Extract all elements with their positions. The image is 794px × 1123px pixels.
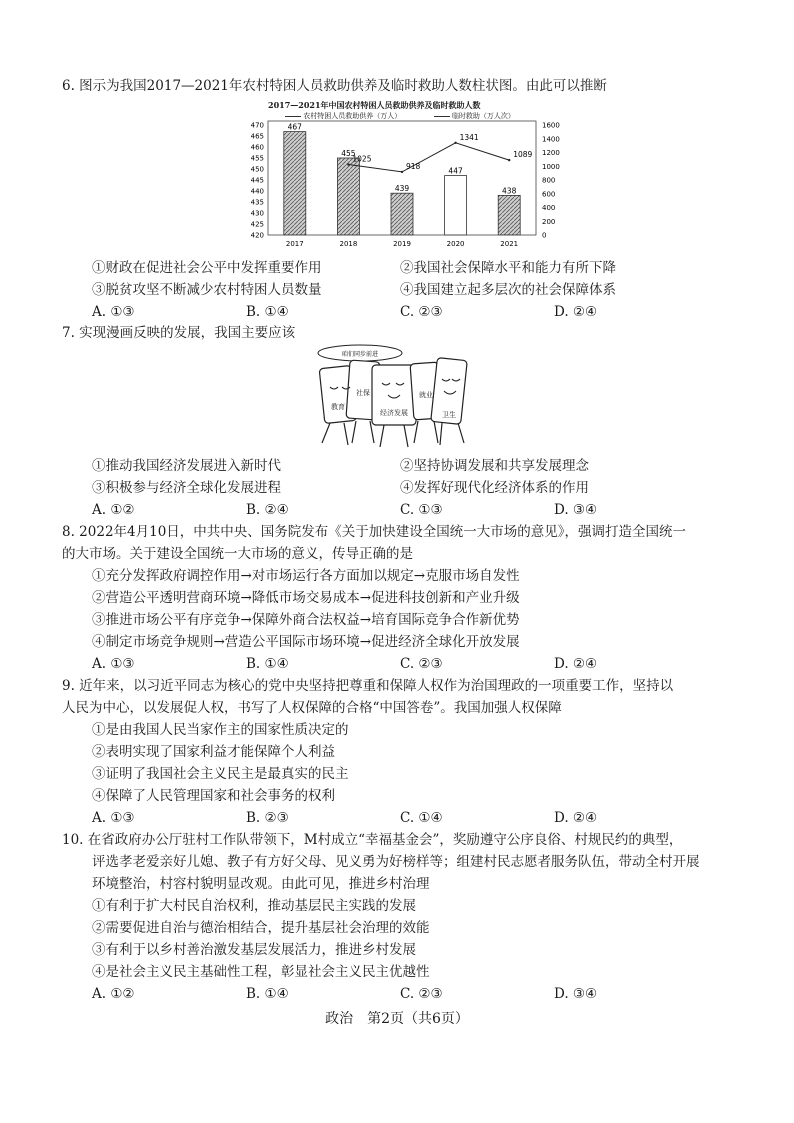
bar-2019	[391, 193, 413, 235]
q8-option-a[interactable]: A. ①③	[92, 656, 135, 672]
q8-statement-2: ②营造公平透明营商环境→降低市场交易成本→促进科技创新和产业升级	[92, 590, 520, 606]
q8-statement-3: ③推进市场公平有序竞争→保障外商合法权益→培育国际竞争合作新优势	[92, 612, 520, 628]
line-value-label: 1025	[352, 154, 372, 164]
right-tick-label: 1200	[542, 149, 560, 157]
line-point	[401, 171, 403, 173]
right-tick-label: 0	[542, 231, 547, 240]
right-tick-label: 600	[542, 190, 556, 199]
cartoon-label-education: 教育	[331, 403, 345, 411]
line-value-label: 1089	[513, 150, 533, 160]
q9-stem-line-2: 人民为中心，以发展促人权，书写了人权保障的合格“中国答卷”。我国加强人权保障	[62, 700, 562, 716]
cartoon-label-economy: 经济发展	[380, 409, 408, 417]
x-axis	[286, 240, 518, 248]
page-footer: 政治 第2页（共6页）	[325, 1011, 469, 1027]
bar-2021	[498, 195, 520, 235]
left-tick-label: 470	[250, 121, 264, 130]
q9-statement-3: ③证明了我国社会主义民主是最真实的民主	[92, 766, 349, 782]
q10-stem-line-1: 10. 在省政府办公厅驻村工作队带领下，M村成立“幸福基金会”，奖励遵守公序良俗、村规民约的典型，	[62, 832, 683, 848]
chart-title: 2017—2021年中国农村特困人员救助供养及临时救助人数	[268, 100, 481, 110]
q6-option-d[interactable]: D. ②④	[554, 304, 598, 320]
bar-2020	[445, 176, 467, 235]
q8-stem-line-1: 8. 2022年4月10日，中共中央、国务院发布《关于加快建设全国统一大市场的意见》，强调打造全国统一	[62, 524, 687, 540]
q6-statement-4: ④我国建立起多层次的社会保障体系	[400, 282, 616, 298]
q10-statement-2: ②需要促进自治与德治相结合，提升基层社会治理的效能	[92, 920, 430, 936]
q6-option-a[interactable]: A. ①③	[92, 304, 135, 320]
q9-option-b[interactable]: B. ②③	[246, 810, 289, 826]
left-tick-label: 425	[250, 220, 264, 229]
q7-statement-1: ①推动我国经济发展进入新时代	[92, 458, 281, 474]
bar-2017	[284, 132, 306, 235]
bar-value-label: 438	[502, 186, 517, 196]
left-tick-label: 450	[250, 165, 264, 174]
bar-series	[284, 123, 520, 235]
q7-statement-3: ③积极参与经济全球化发展进程	[92, 480, 281, 496]
q6-option-b[interactable]: B. ①④	[246, 304, 289, 320]
q10-statement-1: ①有利于扩大村民自治权利，推动基层民主实践的发展	[92, 898, 416, 914]
right-tick-label: 1400	[542, 135, 560, 144]
q7-stem: 7. 实现漫画反映的发展，我国主要应该	[62, 325, 296, 341]
bar-value-label: 439	[394, 184, 410, 194]
left-tick-label: 435	[250, 198, 264, 207]
cartoon-label-employment: 就业	[419, 391, 433, 399]
left-tick-label: 465	[250, 132, 264, 141]
q6-statement-1: ①财政在促进社会公平中发挥重要作用	[92, 260, 322, 276]
q8-option-c[interactable]: C. ②③	[400, 656, 443, 672]
right-tick-label: 800	[542, 176, 556, 185]
q10-statement-3: ③有利于以乡村善治激发基层发展活力，推进乡村发展	[92, 942, 416, 958]
right-tick-label: 1600	[542, 121, 560, 130]
q9-statement-1: ①是由我国人民当家作主的国家性质决定的	[92, 722, 349, 738]
q10-option-a[interactable]: A. ①②	[92, 986, 135, 1002]
q10-option-d[interactable]: D. ③④	[554, 986, 598, 1002]
q8-stem-line-2: 的大市场。关于建设全国统一大市场的意义，传导正确的是	[62, 546, 413, 562]
line-value-label: 1341	[459, 132, 479, 142]
q10-stem-line-3: 环境整治，村容村貌明显改观。由此可见，推进乡村治理	[92, 876, 430, 892]
x-tick-label: 2017	[285, 240, 304, 248]
legend-bar-label: 农村特困人员救助供养（万人）	[303, 112, 402, 120]
q7-cartoon	[308, 343, 480, 453]
cartoon-label-health: 卫生	[442, 411, 456, 419]
left-tick-label: 440	[250, 187, 264, 196]
q6-statement-2: ②我国社会保障水平和能力有所下降	[400, 260, 616, 276]
line-path	[348, 143, 509, 172]
q7-option-b[interactable]: B. ②④	[246, 502, 289, 518]
q7-option-d[interactable]: D. ③④	[554, 502, 598, 518]
line-point	[347, 163, 349, 165]
left-tick-label: 420	[250, 231, 264, 240]
left-tick-label: 460	[250, 143, 264, 152]
legend-line-label: 临时救助（万人次）	[451, 112, 515, 120]
left-tick-label: 455	[250, 154, 264, 163]
cartoon-label-social: 社保	[356, 389, 370, 397]
q6-option-c[interactable]: C. ②③	[400, 304, 443, 320]
q7-option-c[interactable]: C. ①③	[400, 502, 443, 518]
q9-statement-4: ④保障了人民管理国家和社会事务的权利	[92, 788, 335, 804]
q10-option-b[interactable]: B. ①④	[246, 986, 289, 1002]
bar-value-label: 455	[341, 149, 356, 158]
q6-statement-3: ③脱贫攻坚不断减少农村特困人员数量	[92, 282, 322, 298]
q6-chart	[238, 97, 568, 255]
q7-statement-4: ④发挥好现代化经济体系的作用	[400, 480, 589, 496]
right-axis	[542, 122, 560, 240]
q9-option-a[interactable]: A. ①③	[92, 810, 135, 826]
q9-option-d[interactable]: D. ②④	[554, 810, 598, 826]
q8-option-d[interactable]: D. ②④	[554, 656, 598, 672]
q9-option-c[interactable]: C. ①④	[400, 810, 443, 826]
right-tick-label: 200	[542, 217, 556, 226]
q8-statement-1: ①充分发挥政府调控作用→对市场运行各方面加以规定→克服市场自发性	[92, 568, 520, 584]
left-tick-label: 445	[250, 176, 264, 185]
x-tick-label: 2018	[339, 240, 358, 248]
q8-statement-4: ④制定市场竞争规则→营造公平国际市场环境→促进经济全球化开放发展	[92, 634, 520, 650]
line-value-label: 918	[406, 161, 421, 171]
x-tick-label: 2020	[446, 240, 465, 248]
q8-option-b[interactable]: B. ①④	[246, 656, 289, 672]
q9-statement-2: ②表明实现了国家利益才能保障个人利益	[92, 744, 335, 760]
left-tick-label: 430	[250, 209, 264, 218]
q7-statement-2: ②坚持协调发展和共享发展理念	[400, 458, 589, 474]
line-point	[454, 142, 456, 144]
right-tick-label: 1000	[542, 162, 560, 171]
x-tick-label: 2019	[393, 240, 411, 248]
right-tick-label: 400	[542, 204, 556, 212]
q10-stem-line-2: 评选孝老爱亲好儿媳、教子有方好父母、见义勇为好榜样等；组建村民志愿者服务队伍，带动全村开展	[92, 854, 700, 870]
x-tick-label: 2021	[500, 240, 519, 248]
cartoon-bubble-text: 咱们同步前进	[341, 351, 379, 358]
q10-statement-4: ④是社会主义民主基础性工程，彰显社会主义民主优越性	[92, 964, 430, 980]
line-point	[508, 159, 510, 161]
q10-option-c[interactable]: C. ②③	[400, 986, 443, 1002]
bar-2018	[337, 158, 359, 235]
left-axis	[251, 122, 264, 240]
bar-value-label: 447	[448, 166, 463, 176]
q6-stem: 6. 图示为我国2017—2021年农村特困人员救助供养及临时救助人数柱状图。由此可以推断	[62, 78, 607, 94]
bar-value-label: 467	[287, 122, 302, 132]
q7-option-a[interactable]: A. ①②	[92, 502, 135, 518]
line-series	[347, 133, 532, 173]
q9-stem-line-1: 9. 近年来，以习近平同志为核心的党中央坚持把尊重和保障人权作为治国理政的一项重要工作，坚持以	[62, 678, 674, 694]
